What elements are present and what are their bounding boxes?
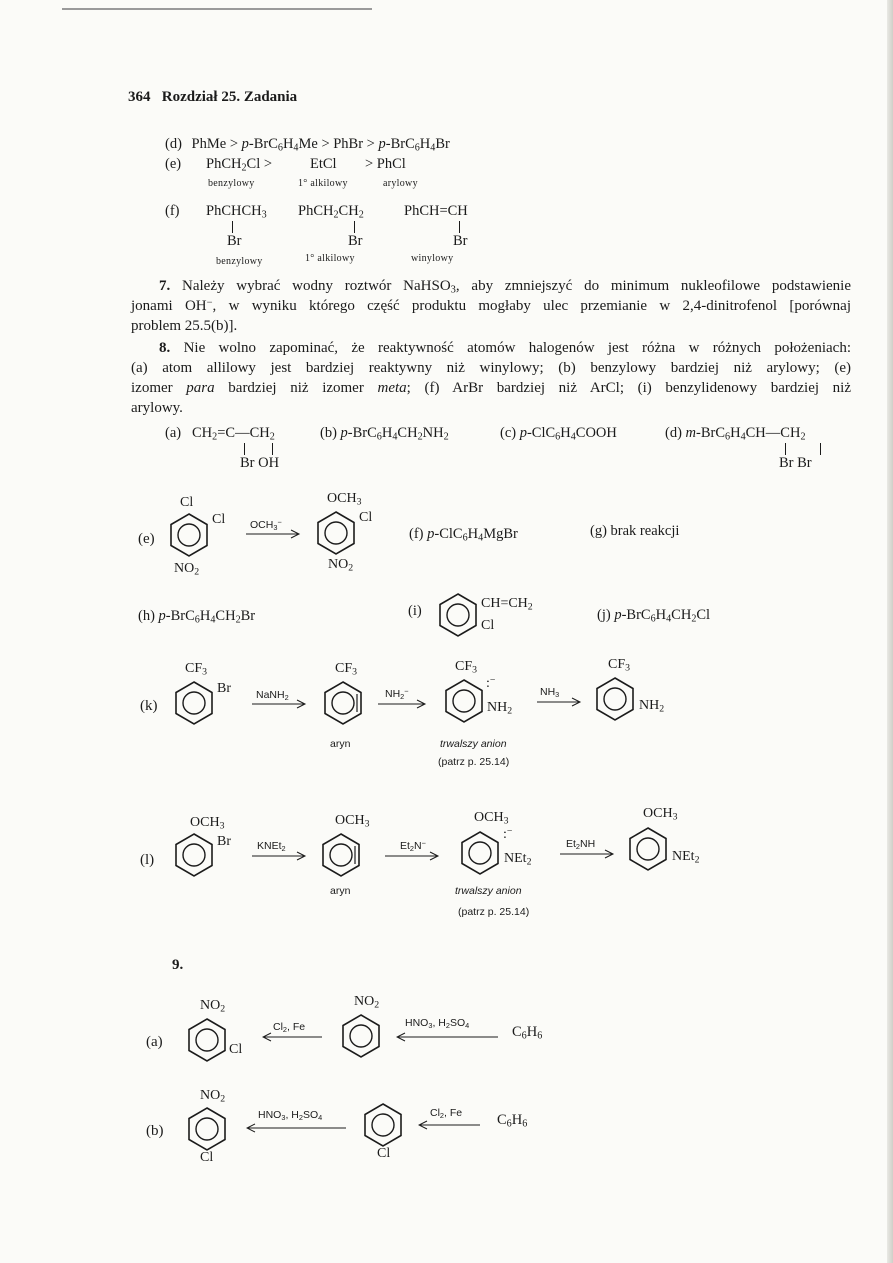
k-prod-nh2: $NH_2$ <box>639 698 665 715</box>
p8-line2: (a) atom allilowy jest bardziej reaktywny niż winylowy; (b) benzylowy bardziej niż arylowy; (e) <box>131 360 851 376</box>
chapter-title: Rozdział 25. Zadania <box>161 89 298 105</box>
p7-number: 7. <box>159 278 171 294</box>
benzene-ring <box>168 512 210 558</box>
e-start-no2: $NO_2$ <box>174 561 200 578</box>
paragraph-7 <box>131 277 851 297</box>
note-alkyl-f: 1° alkilowy <box>305 253 355 264</box>
p8-number: 8. <box>159 340 171 356</box>
reaction-arrow-left <box>246 1120 348 1138</box>
p8-text: ; (f) ArBr bardziej niż ArCl; (i) benzylidenowy bardziej niż <box>406 380 851 396</box>
answer-e-item2: EtCl <box>310 156 337 172</box>
p9a-reagent-2: $HNO_3$, $H_2SO_4$ <box>405 1017 470 1030</box>
top-rule <box>62 8 372 10</box>
bond <box>354 221 355 233</box>
note-alkyl: 1° alkilowy <box>298 178 348 189</box>
l-note-aryn: aryn <box>330 885 351 897</box>
reaction-arrow <box>378 696 428 714</box>
benzene-ring <box>594 676 636 722</box>
ans8-i-side: $CH=CH_2$ <box>481 596 533 613</box>
ans8-c-label: (c) <box>500 425 517 441</box>
p7-line2: jonami OH−, w wyniku którego część produktu mogłaby ulec przemianie w 2,4-dinitrofenol [porównaj <box>131 297 851 314</box>
answer-f-item2: $PhCH_2CH_2$ <box>298 203 364 221</box>
ans8-l-label: (l) <box>140 852 155 868</box>
reaction-arrow <box>560 846 616 864</box>
reaction-arrow <box>252 696 308 714</box>
ans8-b: (b) $p-BrC_6H_4CH_2NH_2$ <box>320 425 449 443</box>
p8-meta: meta <box>377 380 407 396</box>
ans8-i-cl: Cl <box>481 618 495 633</box>
ans8-f: (f) $p-ClC_6H_4MgBr$ <box>409 526 518 544</box>
paragraph-8 <box>131 339 851 359</box>
benzene-ring <box>186 1017 228 1063</box>
k-anion-charge: :− <box>486 674 496 691</box>
reaction-arrow-left <box>262 1029 324 1047</box>
br-3: Br <box>453 233 468 249</box>
p9b-reagent-2: $Cl_2$, Fe <box>430 1107 463 1120</box>
p9b-cl: Cl <box>200 1150 214 1165</box>
reaction-arrow-left <box>418 1117 482 1135</box>
br-2: Br <box>348 233 363 249</box>
aryne-ring <box>320 832 362 878</box>
ans8-h: (h) $p-BrC_6H_4CH_2Br$ <box>138 608 256 626</box>
p8-line3 <box>131 379 851 399</box>
l-anion-net2: NEt$_2$ <box>504 851 532 868</box>
benzene-ring <box>437 592 479 638</box>
e-start-cl-side: Cl <box>212 512 226 527</box>
bond <box>459 221 460 233</box>
l-aryne-och3: $OCH_3$ <box>335 813 370 830</box>
bond <box>232 221 233 233</box>
note-vinyl-f: winylowy <box>411 253 454 264</box>
ans8-g-text: brak reakcji <box>610 523 680 539</box>
l-note-anion: trwalszy anion <box>455 885 522 897</box>
answer-f-item1: PhCHCH$_3$ <box>206 203 267 221</box>
e-prod-cl: Cl <box>359 510 373 525</box>
answer-e-label: (e) <box>165 156 182 172</box>
answer-e-item1: PhCH$_2$Cl > <box>206 156 273 174</box>
p8-line4: arylowy. <box>131 400 183 416</box>
l-anion-och3: $OCH_3$ <box>474 810 509 827</box>
l-reagent-3: $Et_2NH$ <box>566 838 596 851</box>
reaction-arrow-left <box>396 1029 500 1047</box>
benzene-ring <box>173 832 215 878</box>
l-br: Br <box>217 834 231 849</box>
reaction-arrow <box>385 848 441 866</box>
answer-e-item3: > PhCl <box>365 156 406 172</box>
p9b-benzene: $C_6H_6$ <box>497 1112 528 1130</box>
benzene-ring <box>362 1102 404 1148</box>
k-note-ref: (patrz p. 25.14) <box>438 756 510 768</box>
p9a-reagent-1: $Cl_2$, Fe <box>273 1021 306 1034</box>
note-aryl: arylowy <box>383 178 418 189</box>
reaction-arrow <box>252 848 308 866</box>
ans8-h-label: (h) <box>138 608 155 624</box>
p9a-no2: $NO_2$ <box>200 998 226 1015</box>
l-reagent-2: $Et_2N^-$ <box>400 838 426 853</box>
note-benzyl: benzylowy <box>208 178 255 189</box>
benzene-ring <box>340 1013 382 1059</box>
p9-number: 9. <box>172 957 184 973</box>
page-number: 364 <box>128 89 151 105</box>
running-header <box>128 89 297 106</box>
e-prod-och3: $OCH_3$ <box>327 491 362 508</box>
benzene-ring <box>459 830 501 876</box>
br-1: Br <box>227 233 242 249</box>
p8-text: izomer <box>131 380 187 396</box>
aryne-ring <box>322 680 364 726</box>
bond <box>244 443 245 455</box>
k-reagent-1: NaNH$_2$ <box>256 689 289 702</box>
k-br: Br <box>217 681 231 696</box>
k-cf3: $CF_3$ <box>185 661 208 678</box>
p9-a-label: (a) <box>146 1034 163 1050</box>
ans8-g-label: (g) <box>590 523 607 539</box>
label-d: (d) <box>165 136 182 152</box>
k-anion-nh2: $NH_2$ <box>487 700 513 717</box>
p8-para: para <box>186 380 215 396</box>
e-reagent: $OCH_3^-$ <box>250 517 282 532</box>
e-start-cl-top: Cl <box>180 495 194 510</box>
p9-b-label: (b) <box>146 1123 164 1139</box>
ans8-a-sub: Br OH <box>240 455 280 471</box>
ans8-f-label: (f) <box>409 526 424 542</box>
ans8-b-label: (b) <box>320 425 337 441</box>
p9a-cl: Cl <box>229 1042 243 1057</box>
p9a-benzene: $C_6H_6$ <box>512 1024 543 1042</box>
ans8-e-label: (e) <box>138 531 155 547</box>
l-reagent-1: KNEt$_2$ <box>257 840 286 853</box>
p7-line1: Należy wybrać wodny roztwór NaHSO$_3$, aby zmniejszyć do minimum nukleofilowe podstawienie <box>182 278 851 296</box>
ans8-d-label: (d) <box>665 425 682 441</box>
p9b-reagent-1: $HNO_3$, $H_2SO_4$ <box>258 1109 323 1122</box>
benzene-ring <box>173 680 215 726</box>
p8-line1: Nie wolno zapominać, że reaktywność atomów halogenów jest różna w różnych położeniach: <box>183 340 851 356</box>
k-aryne-cf3: $CF_3$ <box>335 661 358 678</box>
ans8-a-label: (a) <box>165 425 182 441</box>
benzene-ring <box>627 826 669 872</box>
benzene-ring <box>315 510 357 556</box>
reaction-arrow <box>537 694 583 712</box>
l-och3: $OCH_3$ <box>190 815 225 832</box>
l-note-ref: (patrz p. 25.14) <box>458 906 530 918</box>
l-prod-och3: $OCH_3$ <box>643 806 678 823</box>
ans8-d-sub: Br Br <box>779 455 812 471</box>
ans8-c: (c) $p-ClC_6H_4COOH$ <box>500 425 617 443</box>
benzene-ring <box>443 678 485 724</box>
p8-text: bardziej niż izomer <box>214 380 378 396</box>
ans8-a-formula: $CH_2=C—CH_2$ <box>192 425 275 443</box>
bond <box>820 443 821 455</box>
answer-f-label: (f) <box>165 203 180 219</box>
ans8-k-label: (k) <box>140 698 158 714</box>
page-edge-shadow <box>887 0 893 1263</box>
l-prod-net2: NEt$_2$ <box>672 849 700 866</box>
p9a-int-no2: $NO_2$ <box>354 994 380 1011</box>
ans8-j-label: (j) <box>597 607 611 623</box>
k-reagent-3: $NH_3$ <box>540 686 560 699</box>
bond <box>785 443 786 455</box>
answer-d <box>165 136 450 153</box>
e-prod-no2: $NO_2$ <box>328 557 354 574</box>
l-anion-charge: :− <box>503 825 513 842</box>
bond <box>272 443 273 455</box>
k-note-aryn: aryn <box>330 738 351 750</box>
ans8-j: (j) $p-BrC_6H_4CH_2Cl$ <box>597 607 711 625</box>
p9b-int-cl: Cl <box>377 1146 391 1161</box>
ans8-g <box>590 523 679 540</box>
k-reagent-2: $NH_2^-$ <box>385 686 409 701</box>
p7-line3: problem 25.5(b)]. <box>131 318 238 334</box>
reaction-arrow <box>246 526 302 544</box>
p9b-no2: $NO_2$ <box>200 1088 226 1105</box>
benzene-ring <box>186 1106 228 1152</box>
k-prod-cf3: $CF_3$ <box>608 657 631 674</box>
ans8-d: (d) $m-BrC_6H_4CH—CH_2$ <box>665 425 806 443</box>
answer-f-item3: PhCH=CH <box>404 203 468 219</box>
ans8-i-label: (i) <box>408 603 422 619</box>
note-benzyl-f: benzylowy <box>216 256 263 267</box>
k-note-anion: trwalszy anion <box>440 738 507 750</box>
order-d: PhMe > $p-BrC_6H_4Me$ > PhBr > $p-BrC_6H_4Br$ <box>191 136 450 154</box>
k-anion-cf3: $CF_3$ <box>455 659 478 676</box>
